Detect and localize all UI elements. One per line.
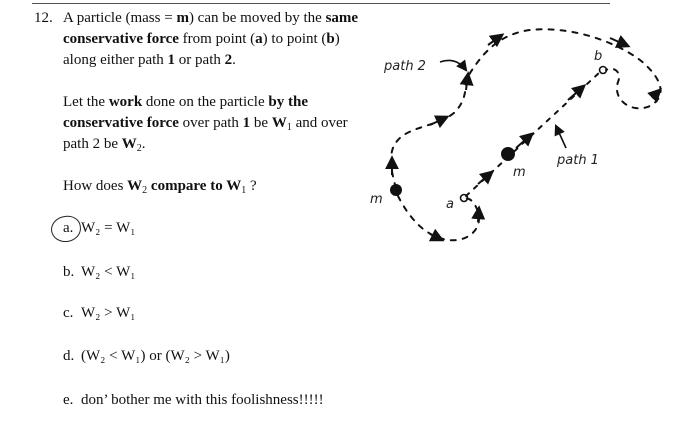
option-d[interactable]: d. (W₂ < W₁) or (W₂ > W₁) — [63, 348, 230, 364]
path-2-curve — [391, 29, 661, 188]
lower-loop-arrow-2 — [478, 208, 479, 222]
question-definition: Let the work done on the particle by the conservative force over path 1 be $W_1$ and over path 2 be $W_2$. — [63, 94, 348, 154]
path-2-arrow-6 — [652, 90, 660, 98]
lower-loop-arrow-1 — [430, 234, 442, 240]
question-prompt: How does $W_2$ compare to $W_1$ ? — [63, 178, 257, 196]
path-1-arrow-3 — [568, 86, 584, 100]
path-2-label-arrow — [440, 60, 466, 70]
option-c[interactable]: c. W₂ > W₁ — [63, 305, 136, 321]
path-1-label: path 1 — [557, 153, 599, 168]
point-a-label: a — [446, 197, 454, 212]
particle-m-left — [390, 184, 402, 196]
path-2-label: path 2 — [384, 59, 426, 74]
path-2-arrow-2 — [430, 117, 447, 125]
path-1-label-arrow — [556, 126, 566, 148]
lower-loop-curve — [398, 196, 479, 240]
particle-m-left-label: m — [370, 192, 383, 207]
option-a[interactable]: a. W₂ = W₁ — [63, 220, 136, 236]
option-b[interactable]: b. W₂ < W₁ — [63, 264, 136, 280]
path-2-arrow-3 — [466, 74, 468, 90]
path-1-arrow-1 — [478, 172, 492, 184]
path-1-arrow-2 — [516, 134, 532, 148]
question-intro: A particle (mass = m) can be moved by the same conservative force from point (a) to point (b) along either path 1 or path 2. — [63, 10, 359, 68]
path-2-arrow-5 — [610, 38, 628, 46]
point-b-label: b — [594, 49, 603, 64]
question-number: 12. — [34, 10, 53, 26]
particle-m-center — [501, 147, 515, 161]
option-e[interactable]: e. don’ bother me with this foolishness!!!!! — [63, 392, 324, 408]
particle-m-center-label: m — [513, 165, 526, 180]
